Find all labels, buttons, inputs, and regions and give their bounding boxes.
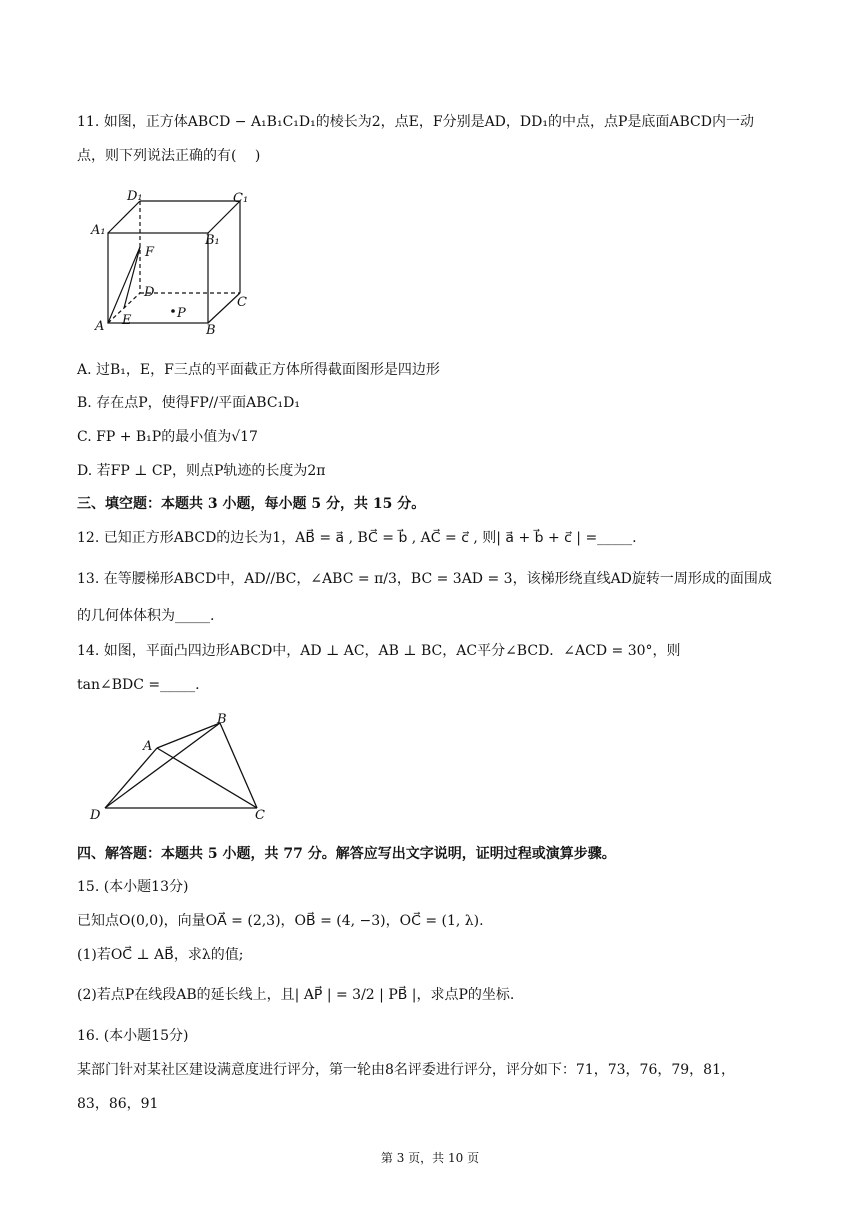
q13-line1: 13. 在等腰梯形ABCD中，AD//BC，∠ABC = π/3，BC = 3AD = 3，该梯形绕直线AD旋转一周形成的面围成 (77, 571, 772, 587)
cube-figure (85, 188, 265, 338)
q14-line2: tan∠BDC =_____. (77, 677, 200, 693)
label-P: P (177, 306, 186, 321)
section-3-heading: 三、填空题：本题共 3 小题，每小题 5 分，共 15 分。 (77, 496, 426, 512)
q12-text: 12. 已知正方形ABCD的边长为1，AB⃗ = a⃗ , BC⃗ = b⃗ , AC⃗ = c⃗ , 则| a⃗ + b⃗ + c⃗ | =_____. (77, 530, 637, 546)
q13-line2: 的几何体体积为_____. (77, 608, 215, 624)
label-q14-C: C (255, 808, 265, 823)
label-C1: C₁ (233, 191, 249, 206)
q16-line2: 83，86，91 (77, 1096, 159, 1112)
label-A: A (95, 319, 105, 334)
q11-line1: 11. 如图，正方体ABCD − A₁B₁C₁D₁的棱长为2，点E，F分别是AD，DD₁的中点，点P是底面ABCD内一动 (77, 114, 754, 130)
label-q14-A: A (143, 739, 153, 754)
q15-heading: 15. (本小题13分) (77, 879, 189, 895)
label-B1: B₁ (205, 233, 220, 248)
label-D1: D₁ (127, 189, 143, 204)
q11-option-d: D. 若FP ⊥ CP，则点P轨迹的长度为2π (77, 463, 326, 479)
section-4-heading: 四、解答题：本题共 5 小题，共 77 分。解答应写出文字说明，证明过程或演算步骤。 (77, 846, 616, 862)
q16-heading: 16. (本小题15分) (77, 1028, 189, 1044)
q14-line1: 14. 如图，平面凸四边形ABCD中，AD ⊥ AC，AB ⊥ BC，AC平分∠BCD．∠ACD = 30°，则 (77, 643, 681, 659)
label-F: F (145, 245, 155, 260)
q15-line2: (1)若OC⃗ ⊥ AB⃗，求λ的值; (77, 947, 244, 963)
label-q14-D: D (90, 808, 101, 823)
label-C: C (237, 295, 247, 310)
label-E: E (122, 313, 132, 328)
label-B: B (206, 323, 216, 338)
q15-line3: (2)若点P在线段AB的延长线上，且| AP⃗ | = 3/2 | PB⃗ |，求点P的坐标. (77, 987, 515, 1003)
q11-option-b: B. 存在点P，使得FP//平面ABC₁D₁ (77, 395, 300, 411)
label-D: D (144, 285, 155, 300)
label-A1: A₁ (91, 223, 106, 238)
q15-line1: 已知点O(0,0)，向量OA⃗ = (2,3)，OB⃗ = (4, −3)，OC⃗ = (1, λ). (77, 913, 484, 929)
q11-option-a: A. 过B₁，E，F三点的平面截正方体所得截面图形是四边形 (77, 362, 440, 378)
q11-line2: 点，则下列说法正确的有( ) (77, 148, 261, 164)
q16-line1: 某部门针对某社区建设满意度进行评分，第一轮由8名评委进行评分，评分如下：71，73，76，79，81， (77, 1062, 735, 1078)
q11-option-c: C. FP + B₁P的最小值为√17 (77, 429, 258, 445)
label-q14-B: B (217, 712, 227, 727)
page-footer: 第 3 页，共 10 页 (380, 1151, 480, 1165)
quadrilateral-figure (85, 708, 275, 823)
